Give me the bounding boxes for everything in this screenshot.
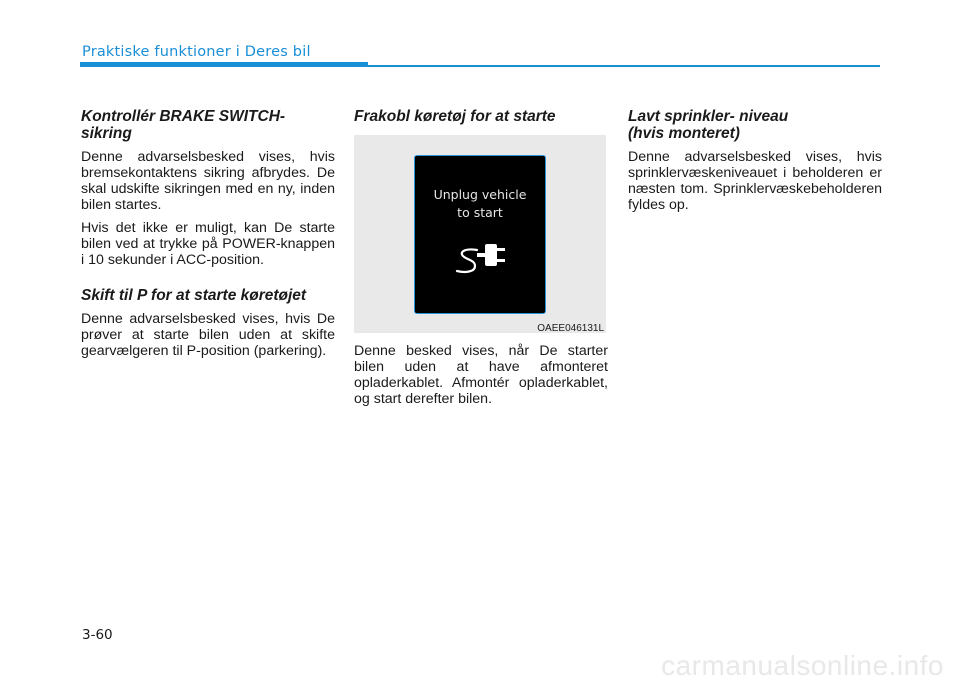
plug-icon (455, 238, 507, 278)
column-left (81, 108, 335, 366)
section-header-title: Praktiske funktioner i Deres bil (82, 44, 311, 60)
shift-to-p-paragraph: Denne advarselsbesked vises, hvis De prøver at starte bilen uden at skifte gearvælgeren til P-position (parkering). (81, 311, 335, 359)
brake-switch-paragraph-2: Hvis det ikke er muligt, kan De starte bilen ved at trykke på POWER-knappen i 10 sekunder i ACC-position. (81, 220, 335, 268)
figure-code: OAEE046131L (537, 323, 604, 334)
washer-level-heading-line-2: (hvis monteret) (628, 125, 740, 142)
header-accent-bar (80, 62, 368, 67)
washer-level-heading-line-1: Lavt sprinkler- niveau (628, 108, 789, 125)
washer-level-heading (628, 108, 882, 142)
column-middle (354, 108, 608, 414)
watermark: carmanualsonline.info (661, 650, 944, 681)
display-message-line-2: to start (457, 205, 503, 220)
shift-to-p-heading: Skift til P for at starte køretøjet (81, 287, 307, 304)
display-message (415, 186, 545, 222)
brake-switch-paragraph-1: Denne advarselsbesked vises, hvis bremsekontaktens sikring afbrydes. De skal udskifte sikringen med en ny, inden bilen startes. (81, 149, 335, 213)
page-number: 3-60 (82, 627, 113, 643)
cluster-display (414, 155, 546, 314)
column-right (628, 108, 882, 220)
unplug-heading: Frakobl køretøj for at starte (354, 108, 556, 125)
washer-level-paragraph: Denne advarselsbesked vises, hvis sprinklervæskeniveauet i beholderen er næsten tom. Sprinklervæskebeholderen fyldes op. (628, 149, 882, 213)
unplug-figure (354, 135, 606, 333)
unplug-paragraph: Denne besked vises, når De starter bilen uden at have afmonteret opladerkablet. Afmontér opladerkablet, og start derefter bilen. (354, 343, 608, 407)
brake-switch-heading: Kontrollér BRAKE SWITCH-sikring (81, 108, 286, 142)
display-message-line-1: Unplug vehicle (433, 187, 527, 202)
header-rule (368, 65, 880, 67)
